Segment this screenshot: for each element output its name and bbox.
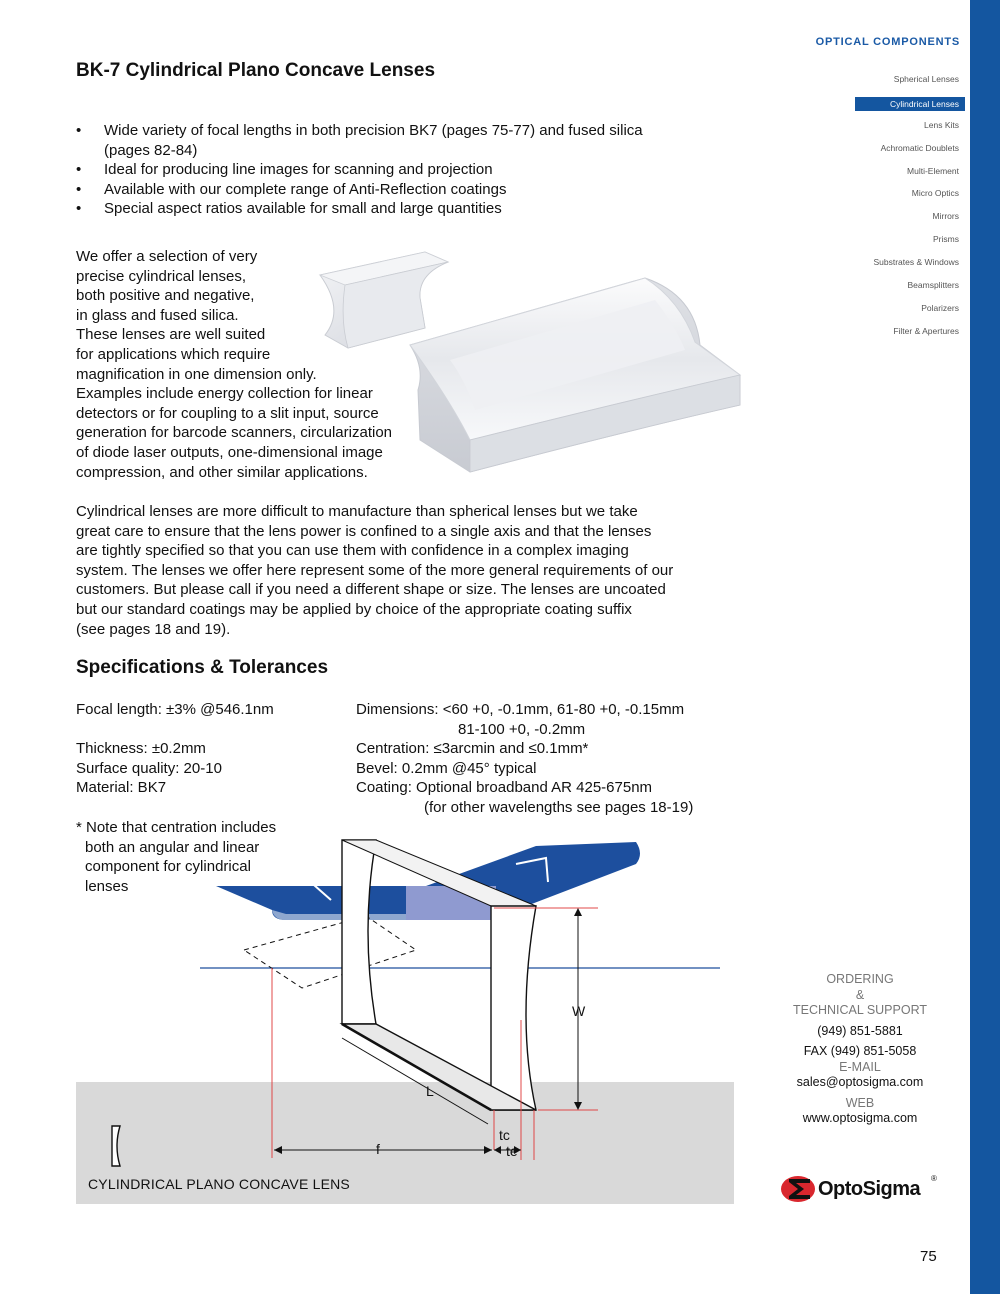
contact-fax: FAX (949) 851-5058 xyxy=(803,1044,917,1058)
specs-right-column xyxy=(356,700,693,818)
contact-phone[interactable]: (949) 851-5881 xyxy=(817,1023,903,1038)
specs-left-column xyxy=(76,700,274,798)
section-label: OPTICAL COMPONENTS xyxy=(815,36,960,48)
spec-dimensions-cont: 81-100 +0, -0.2mm xyxy=(458,720,586,738)
text-line: We offer a selection of very xyxy=(76,248,258,265)
label-w: W xyxy=(572,1003,586,1019)
feature-bullets xyxy=(76,121,716,219)
contact-amp: & xyxy=(855,987,865,1002)
nav-item-mirrors[interactable]: Mirrors xyxy=(932,211,959,222)
page-title: BK-7 Cylindrical Plano Concave Lenses xyxy=(76,60,436,81)
contact-tech-label: TECHNICAL SUPPORT xyxy=(792,1003,928,1017)
text-line: but our standard coatings may be applied by choice of the appropriate coating suffix xyxy=(76,600,632,618)
bullet-item xyxy=(76,180,716,200)
side-nav xyxy=(855,70,965,345)
text-line: magnification in one dimension only. xyxy=(76,365,317,383)
right-edge-bar xyxy=(970,0,1000,1294)
bullet-item xyxy=(76,199,716,219)
lens-front-face xyxy=(342,840,376,1024)
label-tc: tc xyxy=(499,1127,510,1143)
nav-item-multi-element[interactable]: Multi-Element xyxy=(907,165,959,176)
note-line: component for cylindrical xyxy=(85,858,251,876)
bullet-item xyxy=(76,121,716,160)
text-line: Cylindrical lenses are more difficult to manufacture than spherical lenses but we take xyxy=(76,503,638,520)
label-l: L xyxy=(426,1083,434,1099)
bullet-text: (pages 82-84) xyxy=(104,141,198,159)
text-line: in glass and fused silica. xyxy=(76,306,239,324)
logo-registered-mark: ® xyxy=(931,1174,937,1183)
spec-spacer xyxy=(76,720,274,740)
bullet-text: Wide variety of focal lengths in both precision BK7 (pages 75-77) and fused silica xyxy=(104,122,643,139)
note-line: lenses xyxy=(85,877,129,895)
spec-focal-length: Focal length: ±3% @546.1nm xyxy=(76,701,274,718)
nav-item-lens-kits[interactable]: Lens Kits xyxy=(924,119,959,130)
label-f: f xyxy=(376,1141,380,1157)
spec-material: Material: BK7 xyxy=(76,779,167,797)
nav-item-micro-optics[interactable]: Micro Optics xyxy=(911,188,959,199)
nav-item-substrates-windows[interactable]: Substrates & Windows xyxy=(873,257,959,268)
text-line: system. The lenses we offer here represent some of the more general requirements of our xyxy=(76,561,674,579)
note-line: * Note that centration includes xyxy=(76,819,277,836)
text-line: for applications which require xyxy=(76,345,271,363)
contact-block xyxy=(780,972,940,1127)
bullet-text: Special aspect ratios available for small and large quantities xyxy=(104,200,502,218)
text-line: These lenses are well suited xyxy=(76,326,266,344)
lens-diagram xyxy=(76,820,734,1210)
nav-item-prisms[interactable]: Prisms xyxy=(933,234,959,245)
nav-item-beamsplitters[interactable]: Beamsplitters xyxy=(907,280,959,291)
text-line: both positive and negative, xyxy=(76,287,255,305)
lens-bottom-edge xyxy=(342,1024,491,1110)
spec-surface-quality: Surface quality: 20-10 xyxy=(76,759,222,777)
text-line: are tightly specified so that you can use them with confidence in a complex imaging xyxy=(76,542,629,560)
text-line: great care to ensure that the lens power is confined to a single axis and that the lenses xyxy=(76,522,652,540)
bullet-text: Available with our complete range of Anti-Reflection coatings xyxy=(104,180,507,198)
body-paragraph xyxy=(76,502,673,639)
spec-coating: Coating: Optional broadband AR 425-675nm xyxy=(356,779,653,797)
label-te: te xyxy=(506,1143,518,1159)
text-line: compression, and other similar applications. xyxy=(76,463,368,481)
nav-item-polarizers[interactable]: Polarizers xyxy=(921,302,959,313)
logo-wordmark: OptoSigma xyxy=(818,1178,921,1200)
spec-thickness: Thickness: ±0.2mm xyxy=(76,740,206,758)
lens-symbol-icon xyxy=(112,1126,120,1166)
text-line: Examples include energy collection for linear xyxy=(76,385,373,403)
text-line: precise cylindrical lenses, xyxy=(76,267,247,285)
spec-dimensions: Dimensions: <60 +0, -0.1mm, 61-80 +0, -0.15mm xyxy=(356,701,685,718)
spec-coating-cont: (for other wavelengths see pages 18-19) xyxy=(424,798,694,816)
contact-web[interactable]: www.optosigma.com xyxy=(802,1111,918,1125)
contact-email-label: E-MAIL xyxy=(839,1059,881,1074)
specs-heading: Specifications & Tolerances xyxy=(76,657,329,678)
nav-item-spherical-lenses[interactable]: Spherical Lenses xyxy=(893,74,959,84)
nav-item-filter-apertures[interactable]: Filter & Apertures xyxy=(893,325,959,336)
spec-bevel: Bevel: 0.2mm @45° typical xyxy=(356,759,537,777)
contact-web-label: WEB xyxy=(845,1095,875,1110)
text-line: customers. But please call if you need a different shape or size. The lenses are uncoated xyxy=(76,581,666,599)
spec-centration: Centration: ≤3arcmin and ≤0.1mm* xyxy=(356,740,589,758)
text-line: of diode laser outputs, one-dimensional image xyxy=(76,443,383,461)
nav-item-achromatic-doublets[interactable]: Achromatic Doublets xyxy=(880,142,959,153)
lens-photo xyxy=(300,240,750,480)
text-line: (see pages 18 and 19). xyxy=(76,620,231,638)
text-line: detectors or for coupling to a slit input, source xyxy=(76,404,379,422)
page-number: 75 xyxy=(920,1248,937,1265)
bullet-text: Ideal for producing line images for scanning and projection xyxy=(104,161,493,179)
focal-plane xyxy=(244,916,416,988)
contact-email[interactable]: sales@optosigma.com xyxy=(796,1075,924,1089)
text-line: generation for barcode scanners, circularization xyxy=(76,424,393,442)
bullet-item xyxy=(76,160,716,180)
note-line: both an angular and linear xyxy=(85,838,260,856)
diagram-caption: CYLINDRICAL PLANO CONCAVE LENS xyxy=(88,1176,350,1192)
contact-ordering-label: ORDERING xyxy=(826,972,894,986)
lens-back-face xyxy=(491,906,536,1110)
nav-item-cylindrical-lenses[interactable]: Cylindrical Lenses xyxy=(855,97,965,111)
